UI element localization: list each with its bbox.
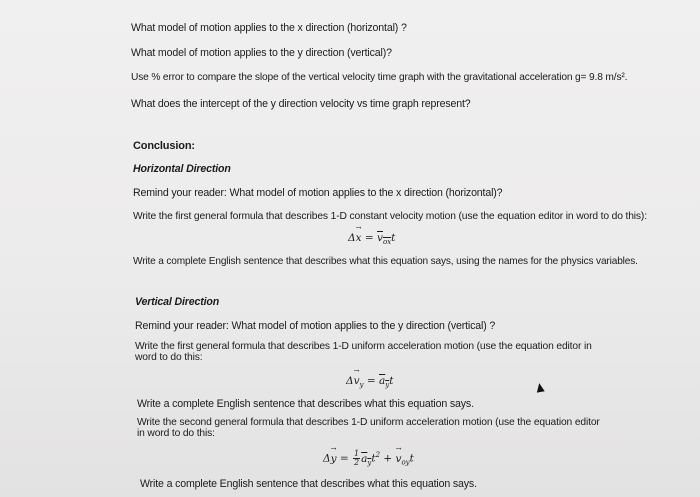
horizontal-equation: $\Delta\to x = v_{ox}t$	[348, 232, 395, 246]
question-y-direction: What model of motion applies to the y direction (vertical)?	[131, 47, 392, 59]
vertical-sentence1-prompt: Write a complete English sentence that describes what this equation says.	[137, 398, 474, 410]
question-intercept: What does the intercept of the y direction velocity vs time graph represent?	[131, 98, 471, 110]
vertical-remind: Remind your reader: What model of motion applies to the y direction (vertical) ?	[135, 320, 496, 332]
conclusion-heading: Conclusion:	[133, 140, 195, 152]
horizontal-heading: Horizontal Direction	[133, 163, 231, 175]
question-percent-error: Use % error to compare the slope of the vertical velocity time graph with the gravitational acceleration g= 9.8 m/s².	[131, 72, 628, 83]
vertical-formula1-prompt: Write the first general formula that describes 1-D uniform acceleration motion (use the equation editor in word to do this:	[135, 341, 592, 363]
mouse-cursor-icon	[535, 382, 544, 392]
vertical-sentence2-prompt: Write a complete English sentence that describes what this equation says.	[140, 478, 477, 490]
vertical-heading: Vertical Direction	[135, 296, 220, 308]
horizontal-remind: Remind your reader: What model of motion applies to the x direction (horizontal)?	[133, 187, 503, 199]
horizontal-formula-prompt: Write the first general formula that describes 1-D constant velocity motion (use the equation editor in word to do this):	[133, 211, 647, 222]
vertical-equation-1: $\Delta\to v_y = a_yt$	[346, 375, 393, 389]
question-x-direction: What model of motion applies to the x direction (horizontal) ?	[131, 22, 407, 34]
vertical-equation-2: Δ→ y = $\frac{1}{2}$ $a_yt^2$ + → $v_{oy}t$	[323, 450, 414, 467]
horizontal-sentence-prompt: Write a complete English sentence that describes what this equation says, using the names for the physics variables.	[133, 256, 638, 267]
vertical-formula2-prompt: Write the second general formula that describes 1-D uniform acceleration motion (use the equation editor in word to do this:	[137, 417, 600, 439]
